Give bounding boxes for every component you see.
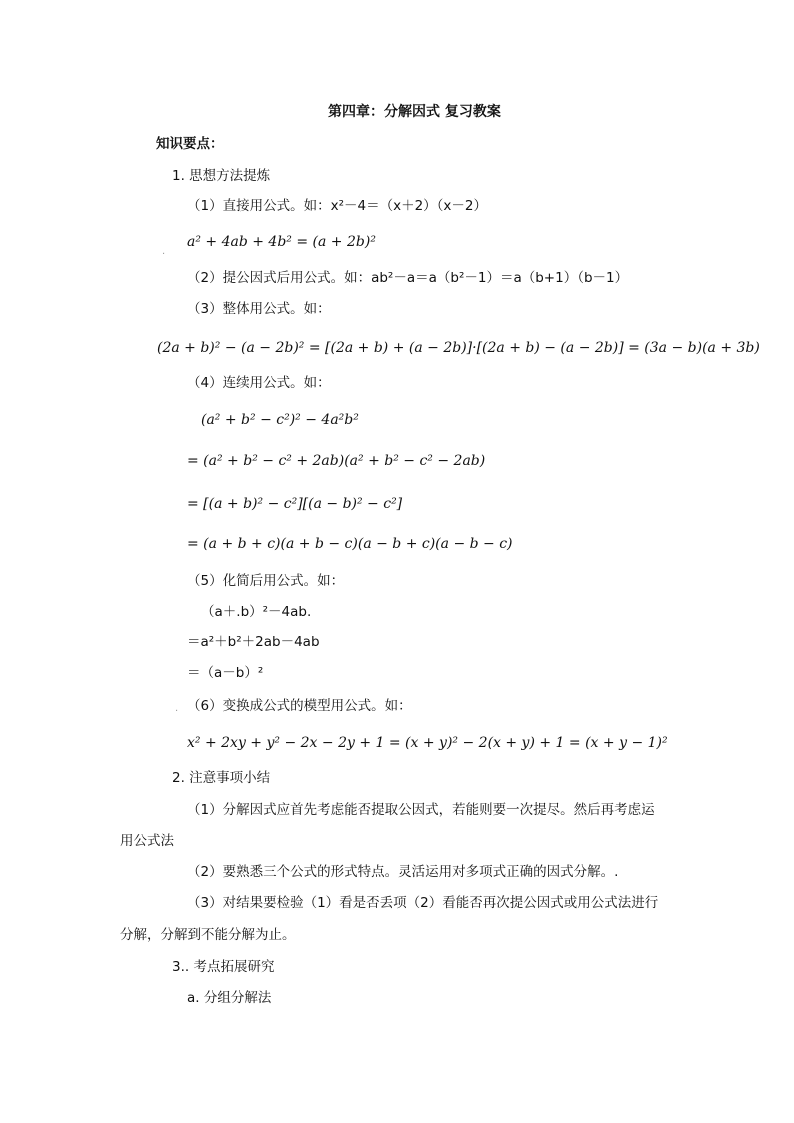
method-4-line-3: = [(a + b)² − c²][(a − b)² − c²] — [187, 496, 403, 512]
note-1-line-2: 用公式法 — [120, 833, 174, 849]
method-4-line-1: (a² + b² − c²)² − 4a²b² — [201, 412, 359, 428]
method-5-line-2: ＝a²＋b²＋2ab－4ab — [187, 634, 320, 650]
method-3-formula: (2a + b)² − (a − 2b)² = [(2a + b) + (a − 2b)]·[(2a + b) − (a − 2b)] = (3a − b)(a + 3b) — [157, 340, 760, 356]
method-5-label: （5）化简后用公式。如： — [187, 573, 345, 589]
stray-mark: . — [162, 246, 166, 257]
page-title: 第四章：分解因式 复习教案 — [328, 104, 501, 120]
method-6-formula: x² + 2xy + y² − 2x − 2y + 1 = (x + y)² − 2(x + y) + 1 = (x + y − 1)² — [187, 735, 668, 751]
note-1-line-1: （1）分解因式应首先考虑能否提取公因式，若能则要一次提尽。然后再考虑运 — [187, 802, 655, 818]
section-2-heading: 2. 注意事项小结 — [172, 770, 271, 786]
method-2-label: （2）提公因式后用公式。如：ab²－a＝a（b²－1）＝a（b+1）（b－1） — [187, 270, 629, 286]
method-5-line-1: （a＋.b）²－4ab. — [201, 604, 312, 620]
method-1-formula: a² + 4ab + 4b² = (a + 2b)² — [187, 234, 376, 250]
note-3-line-1: （3）对结果要检验（1）看是否丢项（2）看能否再次提公因式或用公式法进行 — [187, 895, 659, 911]
method-4-label: （4）连续用公式。如： — [187, 375, 331, 391]
method-4-line-4: = (a + b + c)(a + b − c)(a − b + c)(a − b − c) — [187, 536, 513, 552]
section-3-heading: 3.. 考点拓展研究 — [172, 959, 275, 975]
method-1-label: （1）直接用公式。如：x²－4＝（x＋2）（x－2） — [187, 198, 487, 214]
stray-mark: . — [175, 703, 179, 714]
knowledge-heading: 知识要点： — [156, 136, 224, 152]
section-1-heading: 1. 思想方法提炼 — [172, 168, 271, 184]
method-3-label: （3）整体用公式。如： — [187, 301, 331, 317]
note-2: （2）要熟悉三个公式的形式特点。灵活运用对多项式正确的因式分解。. — [187, 864, 619, 880]
subsection-a-heading: a. 分组分解法 — [187, 990, 272, 1006]
method-5-line-3: ＝（a－b）² — [187, 665, 264, 681]
method-4-line-2: = (a² + b² − c² + 2ab)(a² + b² − c² − 2ab) — [187, 453, 486, 469]
note-3-line-2: 分解，分解到不能分解为止。 — [120, 927, 296, 943]
method-6-label: （6）变换成公式的模型用公式。如： — [187, 698, 412, 714]
